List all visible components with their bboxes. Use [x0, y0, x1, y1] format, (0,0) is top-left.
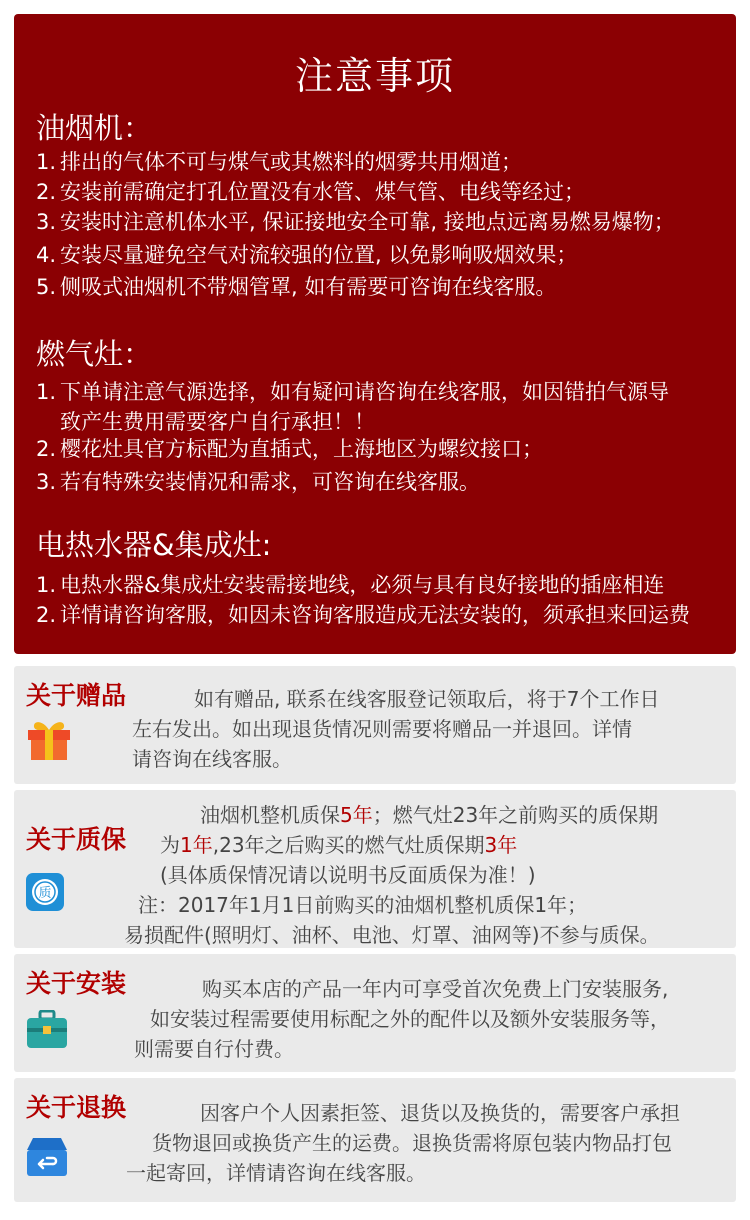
warranty-line-2: 为1年,23年之后购买的燃气灶质保期3年 [160, 833, 518, 857]
warranty-panel-text [124, 800, 722, 950]
install-panel-text: 购买本店的产品一年内可享受首次免费上门安装服务, 如安装过程需要使用标配之外的配件以及额外安装服务等， 则需要自行付费。 [134, 977, 670, 1061]
range-hood-item-2: 2. 安装前需确定打孔位置没有水管、煤气管、电线等经过； [36, 180, 585, 204]
warranty-line-1: 油烟机整机质保5年；燃气灶23年之前购买的质保期 [200, 803, 659, 827]
notice-title: 注意事项 [294, 54, 455, 98]
gas-stove-item-1: 1. 下单请注意气源选择，如有疑问请咨询在线客服，如因错拍气源导 致产生费用需要客户自行承担！！ [36, 380, 669, 434]
notice-panel [14, 14, 736, 654]
warranty-line-5: 易损配件(照明灯、油杯、电池、灯罩、油网等)不参与质保。 [124, 923, 660, 947]
section-heading-gas-stove: 燃气灶： [36, 337, 153, 371]
range-hood-item-1: 1. 排出的气体不可与煤气或其燃料的烟雾共用烟道； [36, 150, 522, 174]
return-panel [14, 1078, 736, 1202]
warranty-line-4: 注：2017年1月1日前购买的油烟机整机质保1年； [138, 893, 588, 917]
warranty-badge-icon [25, 872, 65, 916]
gift-panel-text: 如有赠品, 联系在线客服登记领取后，将于7个工作日 左右发出。如出现退货情况则需要将赠品一并退回。详情 请咨询在线客服。 [132, 687, 660, 771]
gas-stove-item-3: 3. 若有特殊安装情况和需求，可咨询在线客服。 [36, 470, 480, 494]
range-hood-item-4: 4. 安装尽量避免空气对流较强的位置, 以免影响吸烟效果； [36, 243, 578, 267]
svg-text:质: 质 [38, 886, 52, 901]
section-heading-water-heater: 电热水器&集成灶: [36, 528, 272, 562]
range-hood-item-5: 5. 侧吸式油烟机不带烟管罩, 如有需要可咨询在线客服。 [36, 275, 557, 299]
toolbox-icon [25, 1010, 69, 1054]
gift-icon [25, 718, 73, 766]
install-panel-title: 关于安装 [26, 969, 127, 998]
return-panel-title: 关于退换 [26, 1093, 127, 1122]
install-panel [14, 954, 736, 1072]
gift-panel [14, 666, 736, 784]
gas-stove-item-2: 2. 樱花灶具官方标配为直插式，上海地区为螺纹接口； [36, 437, 543, 461]
water-heater-item-2: 2. 详情请咨询客服，如因未咨询客服造成无法安装的，须承担来回运费 [36, 603, 690, 627]
return-panel-text: 因客户个人因素拒签、退货以及换货的，需要客户承担 货物退回或换货产生的运费。退换货需将原包装内物品打包 一起寄回，详情请咨询在线客服。 [126, 1101, 680, 1185]
section-heading-range-hood: 油烟机： [36, 111, 153, 145]
range-hood-item-3: 3. 安装时注意机体水平, 保证接地安全可靠, 接地点远离易燃易爆物； [36, 210, 675, 234]
warranty-line-3: (具体质保情况请以说明书反面质保为准！) [160, 863, 536, 887]
warranty-panel-title: 关于质保 [26, 825, 127, 854]
return-box-icon [25, 1136, 69, 1182]
gift-panel-title: 关于赠品 [26, 681, 127, 710]
water-heater-item-1: 1. 电热水器&集成灶安装需接地线，必须与具有良好接地的插座相连 [36, 573, 665, 597]
warranty-panel [14, 790, 736, 948]
